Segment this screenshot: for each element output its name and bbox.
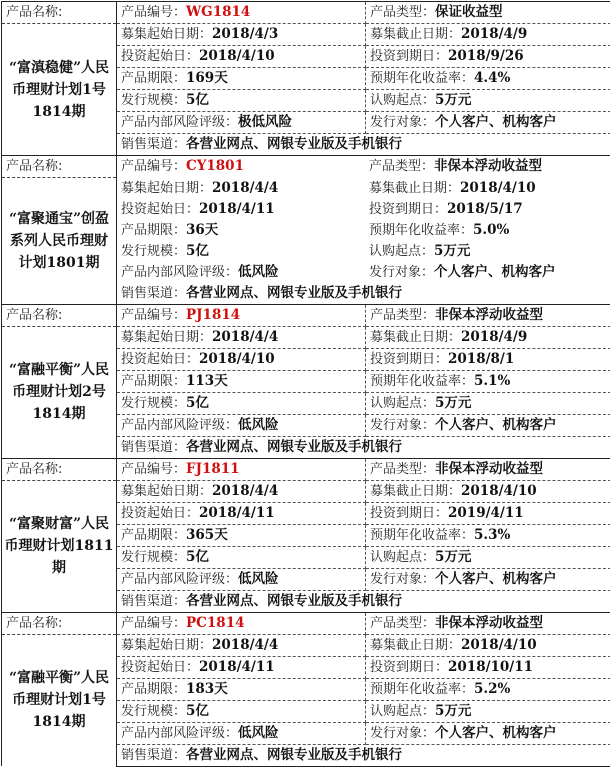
product-name: “富聚财富”人民币理财计划1811期 — [2, 480, 117, 612]
invest-end-cell: 投资到期日：2018/5/17 — [365, 199, 610, 220]
raise-end-cell: 募集截止日期：2018/4/10 — [365, 178, 610, 199]
invest-end-cell: 投资到期日：2019/4/11 — [366, 502, 610, 524]
sales-channel-cell: 销售渠道：各营业网点、网银专业版及手机银行 — [117, 590, 610, 612]
product-block — [1, 304, 610, 458]
invest-end-cell: 投资到期日：2018/8/1 — [366, 348, 610, 370]
expected-yield-cell: 预期年化收益率：5.3% — [366, 524, 610, 546]
product-block — [1, 155, 610, 304]
sales-channel-cell: 销售渠道：各营业网点、网银专业版及手机银行 — [117, 744, 610, 766]
target-investors-cell: 发行对象：个人客户、机构客户 — [366, 568, 610, 590]
raise-start-cell: 募集起始日期：2018/4/3 — [117, 24, 366, 46]
target-investors-cell: 发行对象：个人客户、机构客户 — [366, 414, 610, 436]
raise-start-cell: 募集起始日期：2018/4/4 — [117, 326, 366, 348]
min-purchase-cell: 认购起点：5万元 — [365, 241, 610, 262]
product-type-cell: 产品类型：非保本浮动收益型 — [365, 156, 610, 178]
product-code-cell: 产品编号：PC1814 — [117, 612, 366, 634]
product-name-label: 产品名称: — [2, 458, 117, 480]
term-cell: 产品期限：365天 — [117, 524, 366, 546]
risk-rating-cell: 产品内部风险评级：低风险 — [117, 568, 366, 590]
expected-yield-cell: 预期年化收益率：5.0% — [365, 220, 610, 241]
expected-yield-cell: 预期年化收益率：4.4% — [366, 68, 610, 90]
product-code-cell: 产品编号：PJ1814 — [117, 304, 366, 326]
target-investors-cell: 发行对象：个人客户、机构客户 — [366, 112, 610, 134]
min-purchase-cell: 认购起点：5万元 — [366, 700, 610, 722]
product-code: CY1801 — [186, 158, 244, 175]
product-type: 非保本浮动收益型 — [435, 306, 544, 323]
product-code: WG1814 — [186, 4, 251, 20]
product-type: 非保本浮动收益型 — [435, 614, 544, 631]
product-code: PC1814 — [186, 614, 245, 631]
invest-start-cell: 投资起始日：2018/4/11 — [117, 502, 366, 524]
product-type: 保证收益型 — [435, 4, 503, 20]
raise-end-cell: 募集截止日期：2018/4/10 — [366, 634, 610, 656]
expected-yield-cell: 预期年化收益率：5.1% — [366, 370, 610, 392]
term-cell: 产品期限：169天 — [117, 68, 366, 90]
raise-start-cell: 募集起始日期：2018/4/4 — [117, 634, 366, 656]
product-type-cell: 产品类型：保证收益型 — [366, 2, 610, 24]
sales-channel-cell: 销售渠道：各营业网点、网银专业版及手机银行 — [117, 283, 610, 304]
product-type-cell: 产品类型：非保本浮动收益型 — [366, 612, 610, 634]
product-type-cell: 产品类型：非保本浮动收益型 — [366, 458, 610, 480]
product-name-label: 产品名称: — [2, 2, 117, 24]
raise-end-cell: 募集截止日期：2018/4/9 — [366, 326, 610, 348]
product-code: PJ1814 — [186, 306, 241, 323]
target-investors-cell: 发行对象：个人客户、机构客户 — [365, 262, 610, 283]
product-block — [1, 1, 610, 155]
raise-end-cell: 募集截止日期：2018/4/9 — [366, 24, 610, 46]
term-cell: 产品期限：36天 — [121, 221, 219, 238]
product-type: 非保本浮动收益型 — [434, 158, 543, 175]
product-name: “富聚通宝”创盈系列人民币理财计划1801期 — [2, 178, 117, 304]
target-investors-cell: 发行对象：个人客户、机构客户 — [366, 722, 610, 744]
min-purchase-cell: 认购起点：5万元 — [366, 392, 610, 414]
risk-rating-cell: 产品内部风险评级：低风险 — [117, 414, 366, 436]
issue-size-cell: 发行规模：5亿 — [121, 242, 209, 259]
expected-yield-cell: 预期年化收益率：5.2% — [366, 678, 610, 700]
invest-start-cell: 投资起始日：2018/4/11 — [121, 200, 275, 217]
issue-size-cell: 发行规模：5亿 — [117, 90, 366, 112]
min-purchase-cell: 认购起点：5万元 — [366, 90, 610, 112]
invest-end-cell: 投资到期日：2018/9/26 — [366, 46, 610, 68]
product-block — [1, 458, 610, 612]
product-code-cell: 产品编号：WG1814 — [117, 2, 366, 24]
product-name-label: 产品名称: — [2, 612, 117, 634]
sales-channel-cell: 销售渠道：各营业网点、网银专业版及手机银行 — [117, 134, 610, 156]
product-name-label: 产品名称: — [2, 156, 117, 178]
product-name: “富融平衡”人民币理财计划1号1814期 — [2, 634, 117, 766]
invest-end-cell: 投资到期日：2018/10/11 — [366, 656, 610, 678]
product-code: FJ1811 — [186, 460, 240, 477]
risk-rating-cell: 产品内部风险评级：低风险 — [117, 722, 366, 744]
raise-start-cell: 募集起始日期：2018/4/4 — [117, 480, 366, 502]
risk-rating-cell: 产品内部风险评级：极低风险 — [117, 112, 366, 134]
invest-start-cell: 投资起始日：2018/4/10 — [117, 348, 366, 370]
product-block — [1, 612, 610, 767]
product-type-cell: 产品类型：非保本浮动收益型 — [366, 304, 610, 326]
product-code-cell: 产品编号：FJ1811 — [117, 458, 366, 480]
invest-start-cell: 投资起始日：2018/4/11 — [117, 656, 366, 678]
invest-start-cell: 投资起始日：2018/4/10 — [117, 46, 366, 68]
raise-start-cell: 募集起始日期：2018/4/4 — [121, 179, 279, 196]
product-type: 非保本浮动收益型 — [435, 460, 544, 477]
raise-end-cell: 募集截止日期：2018/4/10 — [366, 480, 610, 502]
product-sheet — [1, 1, 607, 767]
issue-size-cell: 发行规模：5亿 — [117, 392, 366, 414]
product-name: “富融平衡”人民币理财计划2号1814期 — [2, 326, 117, 458]
term-cell: 产品期限：113天 — [117, 370, 366, 392]
issue-size-cell: 发行规模：5亿 — [117, 546, 366, 568]
min-purchase-cell: 认购起点：5万元 — [366, 546, 610, 568]
risk-rating-cell: 产品内部风险评级：低风险 — [121, 263, 279, 280]
product-name: “富滇稳健”人民币理财计划1号1814期 — [2, 24, 117, 156]
product-code-cell: 产品编号：CY1801 — [117, 156, 366, 178]
term-cell: 产品期限：183天 — [117, 678, 366, 700]
sales-channel-cell: 销售渠道：各营业网点、网银专业版及手机银行 — [117, 436, 610, 458]
product-name-label: 产品名称: — [2, 304, 117, 326]
issue-size-cell: 发行规模：5亿 — [117, 700, 366, 722]
